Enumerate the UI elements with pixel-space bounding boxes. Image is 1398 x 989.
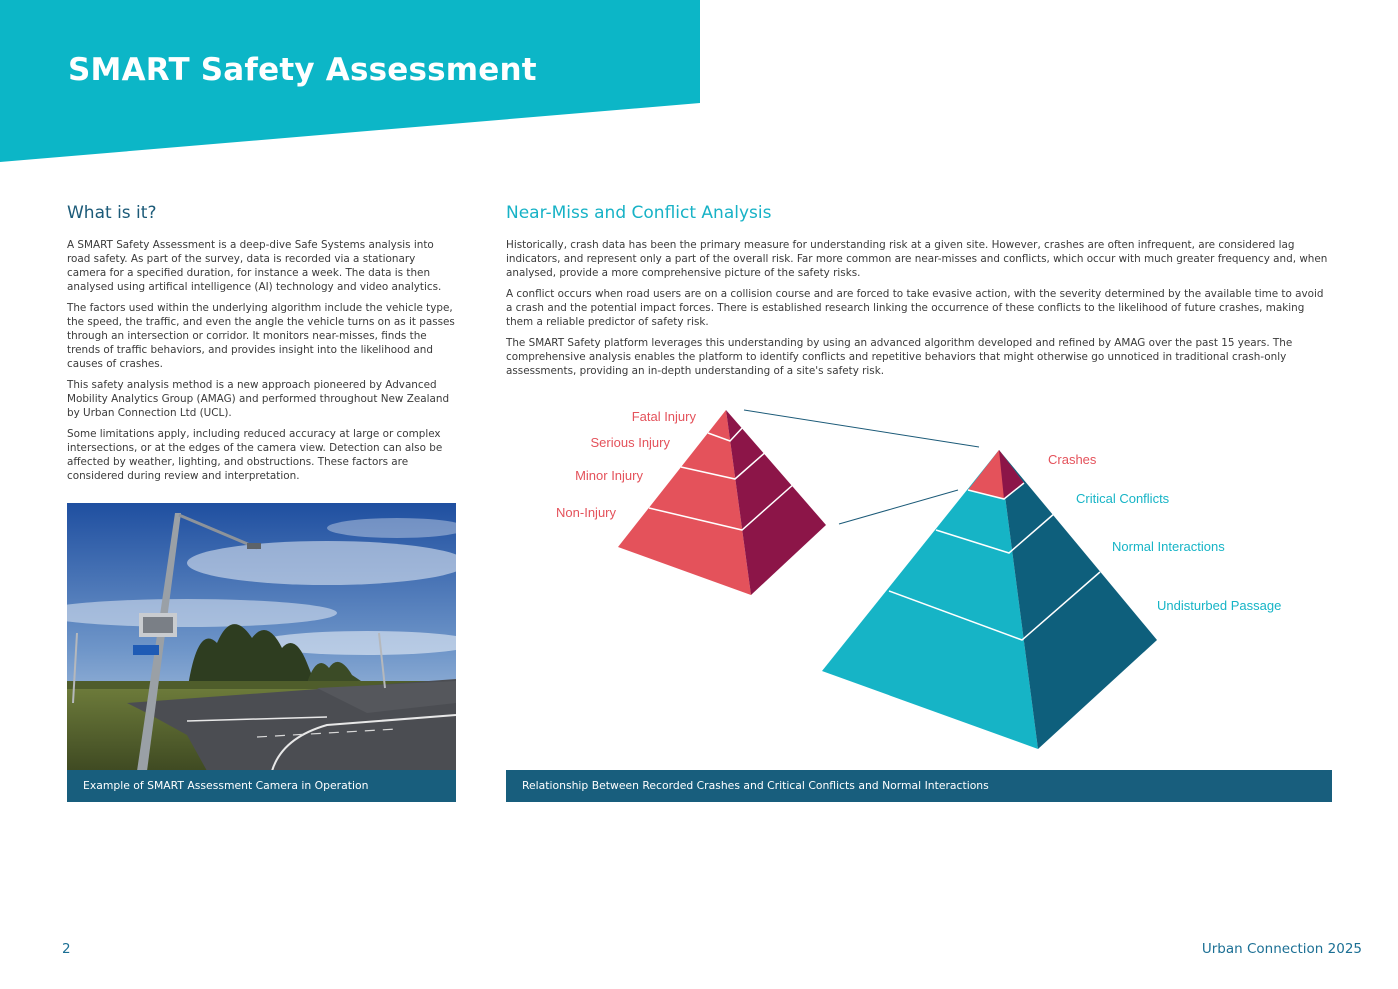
page-number: 2 <box>62 941 71 957</box>
label-critical-conflicts: Critical Conflicts <box>1076 491 1170 506</box>
paragraph: This safety analysis method is a new approach pioneered by Advanced Mobility Analytics Group (AMAG) and performed throughout New Zealand by Urban Connection Ltd (UCL). <box>67 379 450 419</box>
connector-line <box>839 490 958 524</box>
camera-photo <box>67 503 456 771</box>
connector-line <box>744 410 979 447</box>
label-fatal-injury: Fatal Injury <box>631 409 696 424</box>
diagram-caption: Relationship Between Recorded Crashes and Critical Conflicts and Normal Interactions <box>506 770 1332 802</box>
label-non-injury: Non-Injury <box>556 505 616 520</box>
paragraph: The SMART Safety platform leverages this understanding by using an advanced algorithm developed and refined by AMAG over the past 15 years. The comprehensive analysis enables the platform to identify conflicts and repetitive behaviors that might otherwise go unnoticed in traditional crash-only assessments, providing an in-depth understanding of a site's safety risk. <box>506 337 1293 377</box>
section-heading-what-is-it: What is it? <box>67 203 157 223</box>
analysis-text <box>506 238 1332 385</box>
footer-brand: Urban Connection 2025 <box>1201 941 1362 957</box>
label-normal-interactions: Normal Interactions <box>1112 539 1225 554</box>
intro-text <box>67 238 455 490</box>
label-undisturbed-passage: Undisturbed Passage <box>1157 598 1282 613</box>
label-minor-injury: Minor Injury <box>575 468 643 483</box>
section-heading-near-miss: Near-Miss and Conflict Analysis <box>506 203 772 223</box>
page-title: SMART Safety Assessment <box>68 52 537 88</box>
label-crashes: Crashes <box>1048 452 1097 467</box>
paragraph: The factors used within the underlying algorithm include the vehicle type, the speed, the traffic, and even the angle the vehicle turns on as it passes through an intersection or corridor. It monitors near-misses, finds the trends of traffic behaviors, and provides insight into the likelihood and causes of crashes. <box>67 302 455 370</box>
label-serious-injury: Serious Injury <box>590 435 670 450</box>
paragraph: Historically, crash data has been the primary measure for understanding risk at a given site. However, crashes are often infrequent, are considered lag indicators, and represent only a part of the overall risk. Far more common are near-misses and conflicts, which occur with much greater frequency and, when analysed, provide a more comprehensive picture of the safety risks. <box>506 239 1328 279</box>
paragraph: Some limitations apply, including reduced accuracy at large or complex intersections, or at the edges of the camera view. Detection can also be affected by weather, lighting, and obstructions. These factors are considered during review and interpretation. <box>67 428 443 482</box>
pyramid-diagram <box>506 395 1332 765</box>
paragraph: A SMART Safety Assessment is a deep-dive Safe Systems analysis into road safety. As part of the survey, data is recorded via a stationary camera for a specified duration, for instance a week. The data is then analysed using artifical intelligence (AI) technology and video analytics. <box>67 239 442 293</box>
photo-caption: Example of SMART Assessment Camera in Operation <box>67 770 456 802</box>
paragraph: A conflict occurs when road users are on a collision course and are forced to take evasive action, with the severity determined by the available time to avoid a crash and the potential impact forces. There is established research linking the occurrence of these conflicts to the likelihood of future crashes, making them a reliable predictor of safety risk. <box>506 288 1324 328</box>
